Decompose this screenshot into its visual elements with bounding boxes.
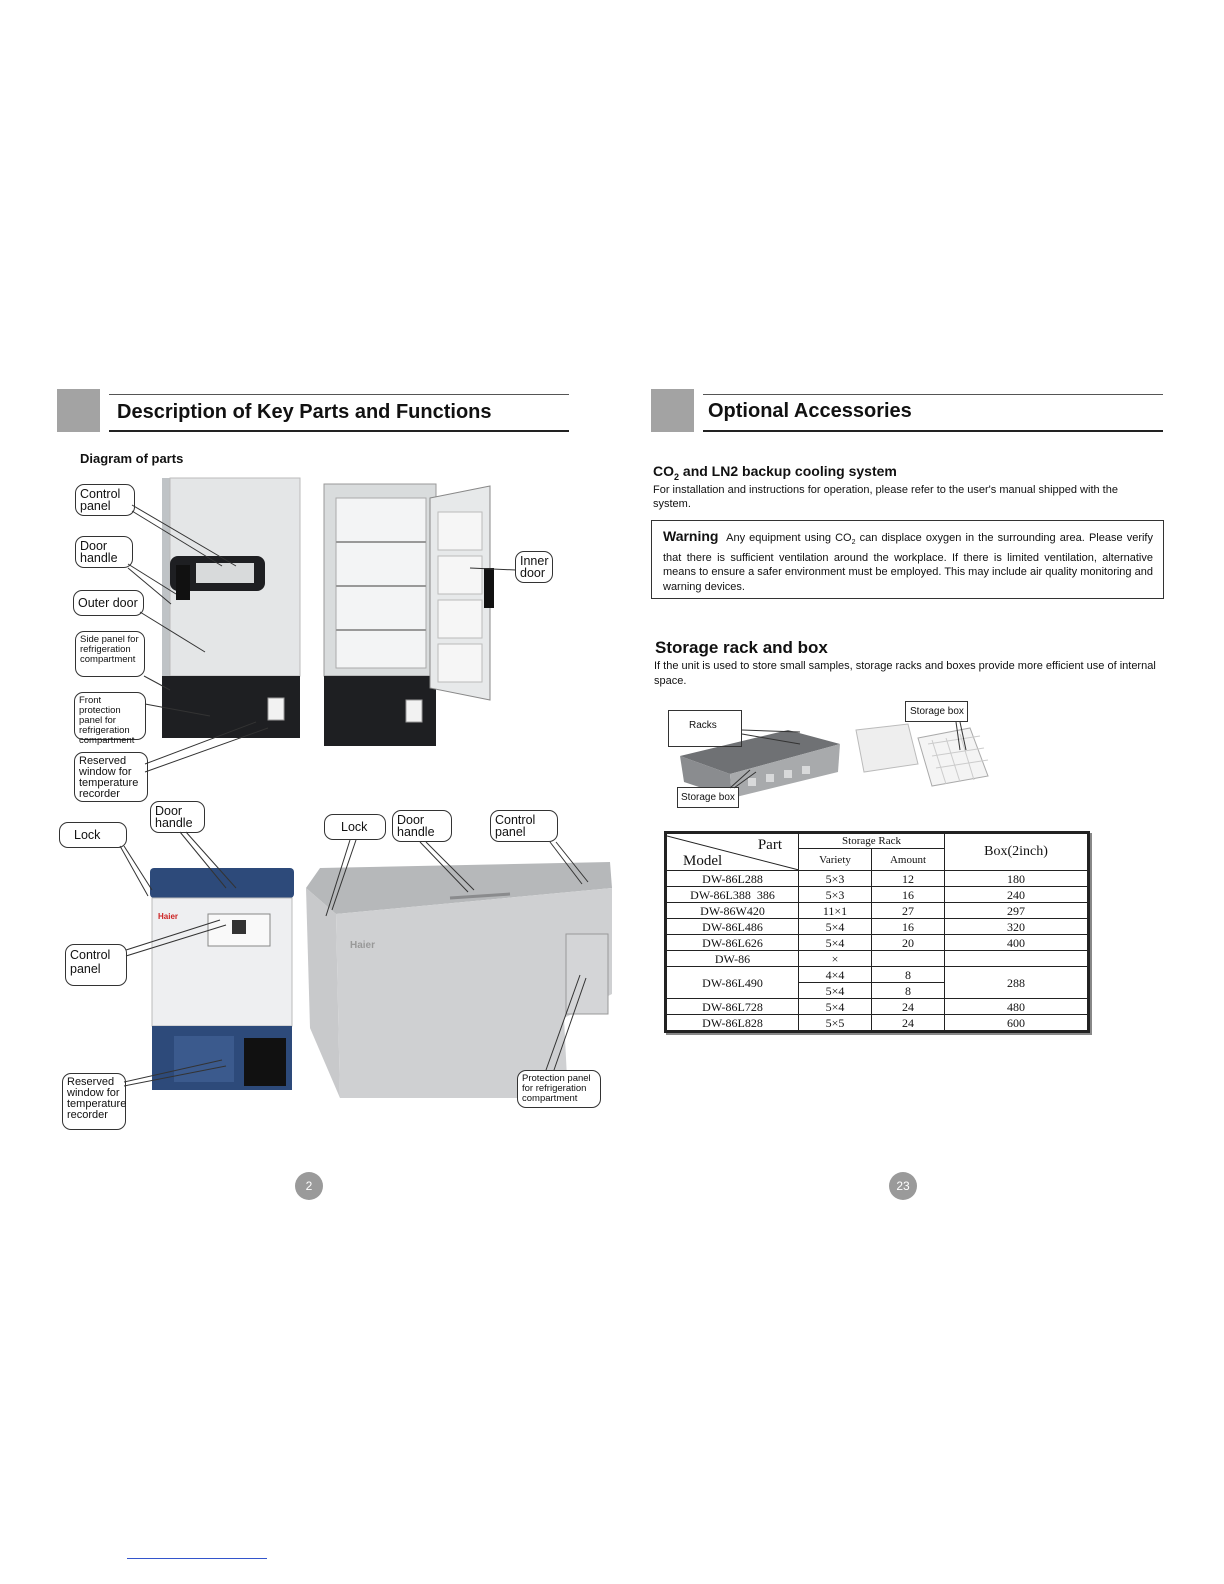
cell-box [945, 951, 1088, 967]
left-page-title: Description of Key Parts and Functions [117, 401, 492, 423]
cell-box: 480 [945, 999, 1088, 1015]
cell-box: 288 [945, 967, 1088, 999]
table-row [667, 1015, 1088, 1031]
callout-reserved-window-1: Reserved window for temperature recorder [74, 752, 148, 802]
warning-label: Warning [663, 528, 719, 544]
cell-variety: 5×4 [799, 999, 872, 1015]
header-model-part [667, 834, 799, 871]
warning-box [651, 520, 1164, 599]
callout-lock-2: Lock [324, 814, 386, 840]
label-racks: Racks [668, 710, 742, 747]
cell-variety: × [799, 951, 872, 967]
callout-outer-door: Outer door [73, 590, 144, 616]
callout-side-panel: Side panel for refrigeration compartment [75, 631, 145, 677]
table-row [667, 999, 1088, 1015]
co2-heading-sub: 2 [674, 471, 680, 482]
table-row [667, 935, 1088, 951]
right-header-rule-bottom [703, 430, 1163, 432]
accessories-table-wrap [664, 831, 1090, 1033]
right-page-title: Optional Accessories [708, 400, 912, 422]
cell-variety: 11×1 [799, 903, 872, 919]
cell-variety: 5×3 [799, 887, 872, 903]
cell-box: 600 [945, 1015, 1088, 1031]
callout-door-handle-2: Door handle [150, 801, 205, 833]
warning-text-sub: 2 [851, 539, 856, 547]
table-row [667, 871, 1088, 887]
cell-amount [872, 951, 945, 967]
cell-model: DW-86L626 [667, 935, 799, 951]
cell-amount: 8 [872, 967, 945, 983]
cell-amount: 20 [872, 935, 945, 951]
header-box: Box(2inch) [945, 834, 1088, 871]
cell-amount: 12 [872, 871, 945, 887]
warning-text-post: can displace oxygen in the surrounding area. Please verify that there is sufficient ventilation around the workplace. If there is limited ventilation, alternative means to ensure a safer environment must be employed. This may include air quality monitoring and warning devices. [663, 532, 1153, 593]
cell-variety: 5×4 [799, 935, 872, 951]
co2-heading-pre: CO [653, 463, 674, 479]
left-page-number: 2 [295, 1172, 323, 1200]
right-header-square [651, 389, 694, 432]
label-storage-box-1: Storage box [677, 787, 739, 808]
callout-inner-door: Inner door [515, 551, 553, 583]
header-amount: Amount [872, 849, 945, 871]
callout-control-panel-2: Control panel [65, 944, 127, 986]
table-row [667, 919, 1088, 935]
table-row [667, 951, 1088, 967]
cell-amount: 24 [872, 999, 945, 1015]
header-part: Part [757, 837, 782, 853]
cell-model: DW-86L388 386 [667, 887, 799, 903]
callout-front-panel: Front protection panel for refrigeration compartment [74, 692, 146, 740]
header-model: Model [683, 853, 723, 869]
brand-logo-1: Haier [158, 912, 179, 921]
cell-model: DW-86W420 [667, 903, 799, 919]
diagram-subtitle: Diagram of parts [80, 451, 184, 466]
cell-amount: 16 [872, 919, 945, 935]
co2-heading [653, 463, 897, 482]
cell-box: 320 [945, 919, 1088, 935]
cell-amount: 16 [872, 887, 945, 903]
cell-model: DW-86L490 [667, 967, 799, 999]
header-storage-rack: Storage Rack [799, 834, 945, 849]
cell-model: DW-86 [667, 951, 799, 967]
co2-text: For installation and instructions for operation, please refer to the user's manual shipped with the system. [653, 484, 1118, 510]
cell-box: 240 [945, 887, 1088, 903]
cell-model: DW-86L828 [667, 1015, 799, 1031]
header-variety: Variety [799, 849, 872, 871]
cell-variety: 5×5 [799, 1015, 872, 1031]
warning-text-pre: Any equipment using CO [726, 532, 852, 544]
cell-box: 180 [945, 871, 1088, 887]
table-row [667, 903, 1088, 919]
callout-door-handle-3: Door handle [392, 810, 452, 842]
callout-control-panel-3: Control panel [490, 810, 558, 842]
cell-model: DW-86L486 [667, 919, 799, 935]
callout-door-handle-1: Door handle [75, 536, 133, 568]
storage-text: If the unit is used to store small samples, storage racks and boxes provide more efficient use of internal space. [654, 660, 1156, 687]
cell-model: DW-86L728 [667, 999, 799, 1015]
table-row [667, 967, 1088, 983]
callout-lock-1: Lock [59, 822, 127, 848]
racks-leader-lines [660, 700, 990, 810]
cell-box: 400 [945, 935, 1088, 951]
cell-amount: 24 [872, 1015, 945, 1031]
accessories-table [666, 833, 1088, 1031]
label-storage-box-2: Storage box [905, 701, 968, 722]
cell-box: 297 [945, 903, 1088, 919]
callout-control-panel-1: Control panel [75, 484, 135, 516]
table-row [667, 887, 1088, 903]
cell-variety: 4×4 [799, 967, 872, 983]
cell-model: DW-86L288 [667, 871, 799, 887]
leader-lines [0, 0, 620, 1140]
right-page-number: 23 [889, 1172, 917, 1200]
co2-heading-post: and LN2 backup cooling system [679, 463, 897, 479]
brand-logo-2: Haier [350, 940, 376, 951]
callout-protection-panel: Protection panel for refrigeration compartment [517, 1070, 601, 1108]
footer-link-line [127, 1558, 267, 1559]
cell-amount: 8 [872, 983, 945, 999]
cell-amount: 27 [872, 903, 945, 919]
right-header-rule-top [703, 394, 1163, 395]
cell-variety: 5×3 [799, 871, 872, 887]
storage-heading: Storage rack and box [655, 638, 828, 657]
callout-reserved-window-2: Reserved window for temperature recorder [62, 1073, 126, 1130]
cell-variety: 5×4 [799, 919, 872, 935]
cell-variety: 5×4 [799, 983, 872, 999]
